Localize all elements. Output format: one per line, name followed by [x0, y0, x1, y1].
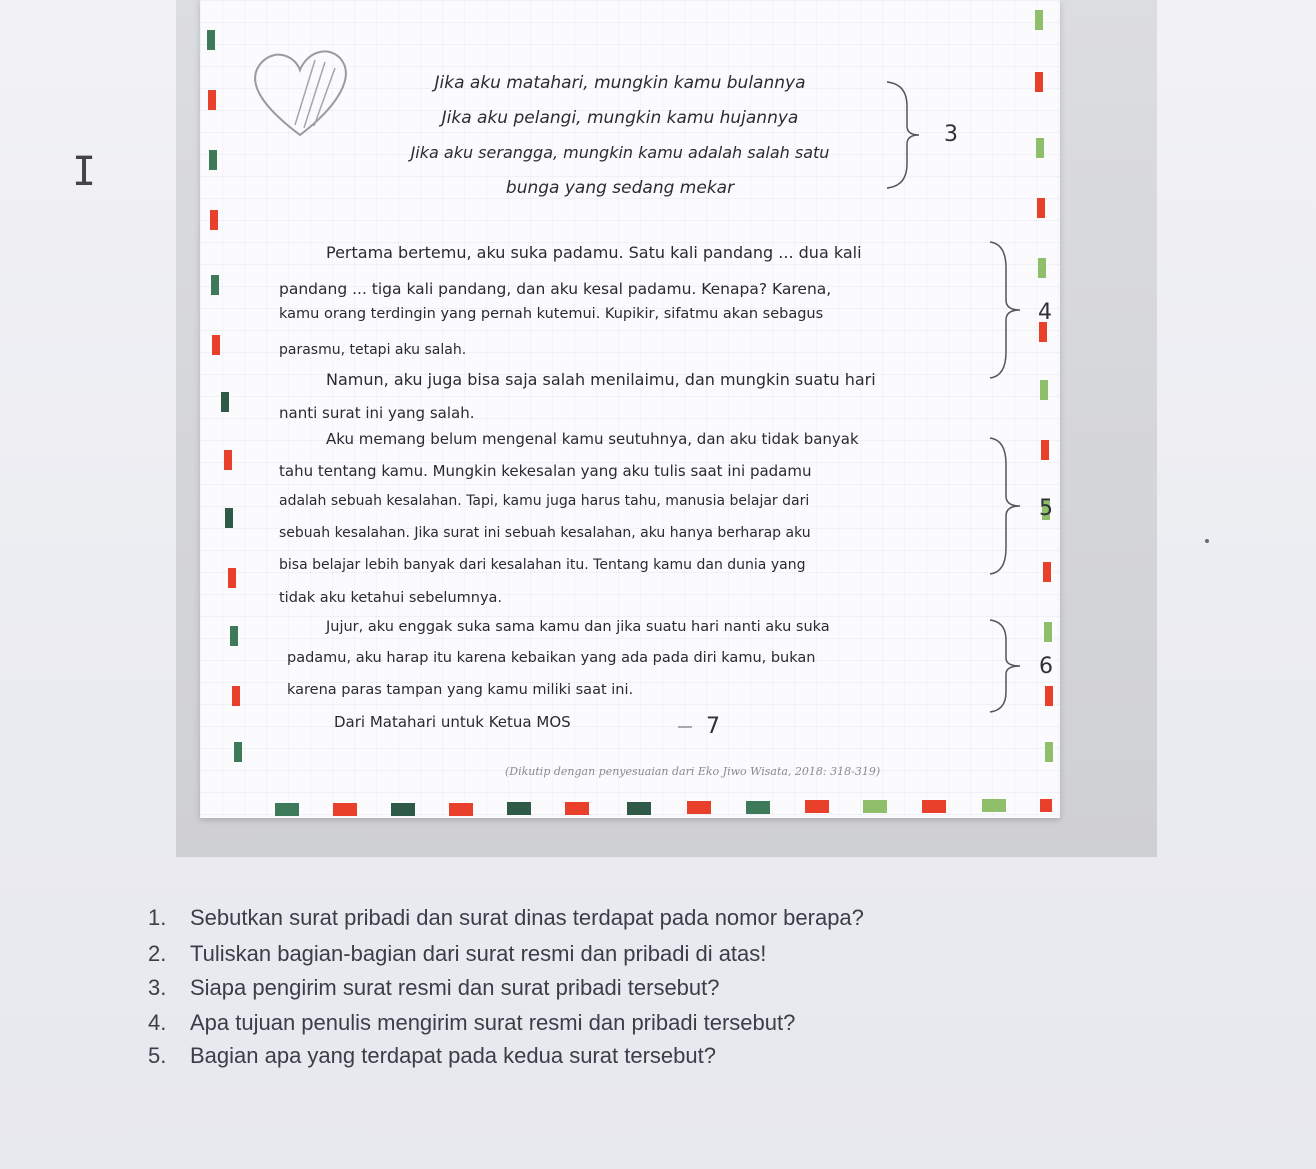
- border-stripe: [1043, 562, 1051, 582]
- border-stripe: [863, 800, 887, 813]
- poem-line: Jika aku pelangi, mungkin kamu hujannya: [441, 108, 799, 128]
- letter-line: sebuah kesalahan. Jika surat ini sebuah kesalahan, aku hanya berharap aku: [279, 525, 811, 541]
- question-number: 5.: [148, 1043, 167, 1068]
- border-stripe: [1044, 622, 1052, 642]
- question-text: Bagian apa yang terdapat pada kedua surat tersebut?: [190, 1043, 716, 1068]
- border-stripe: [207, 30, 215, 50]
- dash-icon: [676, 722, 696, 732]
- border-stripe: [1036, 138, 1044, 158]
- border-stripe: [1041, 440, 1049, 460]
- border-stripe: [391, 803, 415, 816]
- letter-line: adalah sebuah kesalahan. Tapi, kamu juga harus tahu, manusia belajar dari: [279, 493, 810, 509]
- border-stripe: [1037, 198, 1045, 218]
- border-stripe: [746, 801, 770, 814]
- bracket-number: 5: [1039, 496, 1053, 521]
- border-stripe: [805, 800, 829, 813]
- question-text: Tuliskan bagian-bagian dari surat resmi dan pribadi di atas!: [190, 941, 767, 966]
- border-stripe: [230, 626, 238, 646]
- bracket-number: 7: [706, 714, 720, 739]
- border-stripe: [210, 210, 218, 230]
- letter-citation: (Dikutip dengan penyesuaian dari Eko Jiwo Wisata, 2018: 318-319): [505, 765, 881, 778]
- question-text: Apa tujuan penulis mengirim surat resmi dan pribadi tersebut?: [190, 1010, 796, 1035]
- question-number: 2.: [148, 941, 167, 966]
- question-number: 3.: [148, 975, 167, 1000]
- letter-closing: Dari Matahari untuk Ketua MOS: [334, 713, 571, 731]
- bracket-icon: [988, 618, 1028, 714]
- dust-dot: [1205, 539, 1209, 543]
- border-stripe: [922, 800, 946, 813]
- letter-line: Aku memang belum mengenal kamu seutuhnya, dan aku tidak banyak: [326, 430, 859, 448]
- letter-line: Namun, aku juga bisa saja salah menilaimu, dan mungkin suatu hari: [326, 370, 876, 389]
- border-stripe: [225, 508, 233, 528]
- border-stripe: [209, 150, 217, 170]
- letter-line: karena paras tampan yang kamu miliki saat ini.: [287, 682, 634, 698]
- letter-line: tahu tentang kamu. Mungkin kekesalan yang aku tulis saat ini padamu: [279, 462, 812, 480]
- border-stripe: [565, 802, 589, 815]
- bracket-number: 3: [944, 122, 958, 147]
- border-stripe: [208, 90, 216, 110]
- border-stripe: [1040, 380, 1048, 400]
- bracket-icon: [885, 80, 925, 190]
- border-stripe: [1035, 72, 1043, 92]
- poem-line: bunga yang sedang mekar: [505, 178, 735, 198]
- letter-line: bisa belajar lebih banyak dari kesalahan itu. Tentang kamu dan dunia yang: [279, 557, 806, 573]
- letter-line: Pertama bertemu, aku suka padamu. Satu kali pandang ... dua kali: [326, 243, 862, 262]
- border-stripe: [687, 801, 711, 814]
- bracket-icon: [988, 436, 1028, 576]
- bracket-icon: [988, 240, 1028, 380]
- question-number: 1.: [148, 905, 167, 930]
- poem-line: Jika aku matahari, mungkin kamu bulannya: [434, 73, 806, 93]
- question-number: 4.: [148, 1010, 167, 1035]
- letter-line: tidak aku ketahui sebelumnya.: [279, 590, 503, 606]
- border-stripe: [333, 803, 357, 816]
- letter-line: Jujur, aku enggak suka sama kamu dan jika suatu hari nanti aku suka: [326, 619, 830, 635]
- border-stripe: [627, 802, 651, 815]
- border-stripe: [212, 335, 220, 355]
- letter-line: nanti surat ini yang salah.: [279, 404, 475, 422]
- bracket-number: 6: [1039, 654, 1053, 679]
- text-cursor-icon: I: [71, 149, 97, 195]
- poem-line: Jika aku serangga, mungkin kamu adalah salah satu: [410, 143, 830, 162]
- border-stripe: [1040, 799, 1052, 812]
- letter-line: pandang ... tiga kali pandang, dan aku kesal padamu. Kenapa? Karena,: [279, 280, 832, 298]
- border-stripe: [1035, 10, 1043, 30]
- letter-line: padamu, aku harap itu karena kebaikan yang ada pada diri kamu, bukan: [287, 650, 816, 666]
- border-stripe: [211, 275, 219, 295]
- border-stripe: [1039, 322, 1047, 342]
- border-stripe: [982, 799, 1006, 812]
- question-text: Sebutkan surat pribadi dan surat dinas terdapat pada nomor berapa?: [190, 905, 864, 930]
- border-stripe: [224, 450, 232, 470]
- border-stripe: [221, 392, 229, 412]
- border-stripe: [275, 803, 299, 816]
- question-text: Siapa pengirim surat resmi dan surat pribadi tersebut?: [190, 975, 720, 1000]
- border-stripe: [449, 803, 473, 816]
- border-stripe: [507, 802, 531, 815]
- heart-doodle-icon: [240, 30, 360, 150]
- border-stripe: [228, 568, 236, 588]
- border-stripe: [232, 686, 240, 706]
- letter-line: parasmu, tetapi aku salah.: [279, 342, 467, 358]
- border-stripe: [1045, 686, 1053, 706]
- border-stripe: [1045, 742, 1053, 762]
- border-stripe: [234, 742, 242, 762]
- border-stripe: [1038, 258, 1046, 278]
- bracket-number: 4: [1038, 300, 1052, 325]
- letter-line: kamu orang terdingin yang pernah kutemui. Kupikir, sifatmu akan sebagus: [279, 306, 824, 322]
